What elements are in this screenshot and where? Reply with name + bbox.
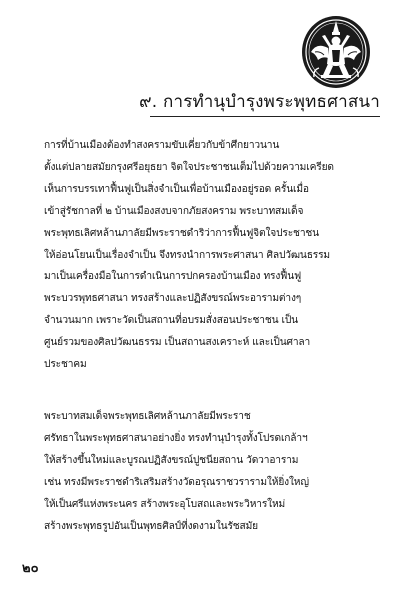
royal-seal-icon xyxy=(299,12,373,90)
body-paragraph: การที่บ้านเมืองต้องทำสงครามขับเคี่ยวกับข้าศึกยาวนาน ตั้งแต่ปลายสมัยกรุงศรีอยุธยา จิตใจประชาชนเต็มไปด้วยความเครียด เห็นการบรรเทาฟื้นฟูเป็นสิ่งจำเป็นเพื่อบ้านเมืองอยู่รอด ครั้นเมื่อ เข้าสู่รัชกาลที่ ๒ บ้านเมืองสงบจากภัยสงคราม พระบาทสมเด็จ พระพุทธเลิศหล้านภาลัยมีพระราชดำริว่าการฟื้นฟูจิตใจประชาชน ให้อ่อนโยนเป็นเรื่องจำเป็น จึงทรงนำการพระศาสนา ศิลปวัฒนธรรม มาเป็นเครื่องมือในการดำเนินการปกครองบ้านเมือง ทรงฟื้นฟู พระบวรพุทธศาสนา ทรงสร้างและปฏิสังขรณ์พระอารามต่างๆ จำนวนมาก เพราะวัดเป็นสถานที่อบรมสั่งสอนประชาชน เป็น ศูนย์รวมของศิลปวัฒนธรรม เป็นสถานสงเคราะห์ และเป็นศาลา ประชาคม xyxy=(44,140,334,371)
chapter-title: ๙. การทำนุบำรุงพระพุทธศาสนา xyxy=(139,92,380,112)
page-number: ๒๐ xyxy=(22,561,39,576)
body-paragraph: พระบาทสมเด็จพระพุทธเลิศหล้านภาลัยมีพระราช ศรัทธาในพระพุทธศาสนาอย่างยิ่ง ทรงทำนุบำรุงทั้งโปรดเกล้าฯ ให้สร้างขึ้นใหม่และบูรณปฏิสังขรณ์ปูชนียสถาน วัดวาอาราม เช่น ทรงมีพระราชดำริเสริมสร้างวัดอรุณราชวรารามให้ยิ่งใหญ่ ให้เป็นศรีแห่งพระนคร สร้างพระอุโบสถและพระวิหารใหม่ สร้างพระพุทธรูปอันเป็นพุทธศิลป์ที่งดงามในรัชสมัย xyxy=(44,411,309,532)
title-divider xyxy=(150,116,380,117)
